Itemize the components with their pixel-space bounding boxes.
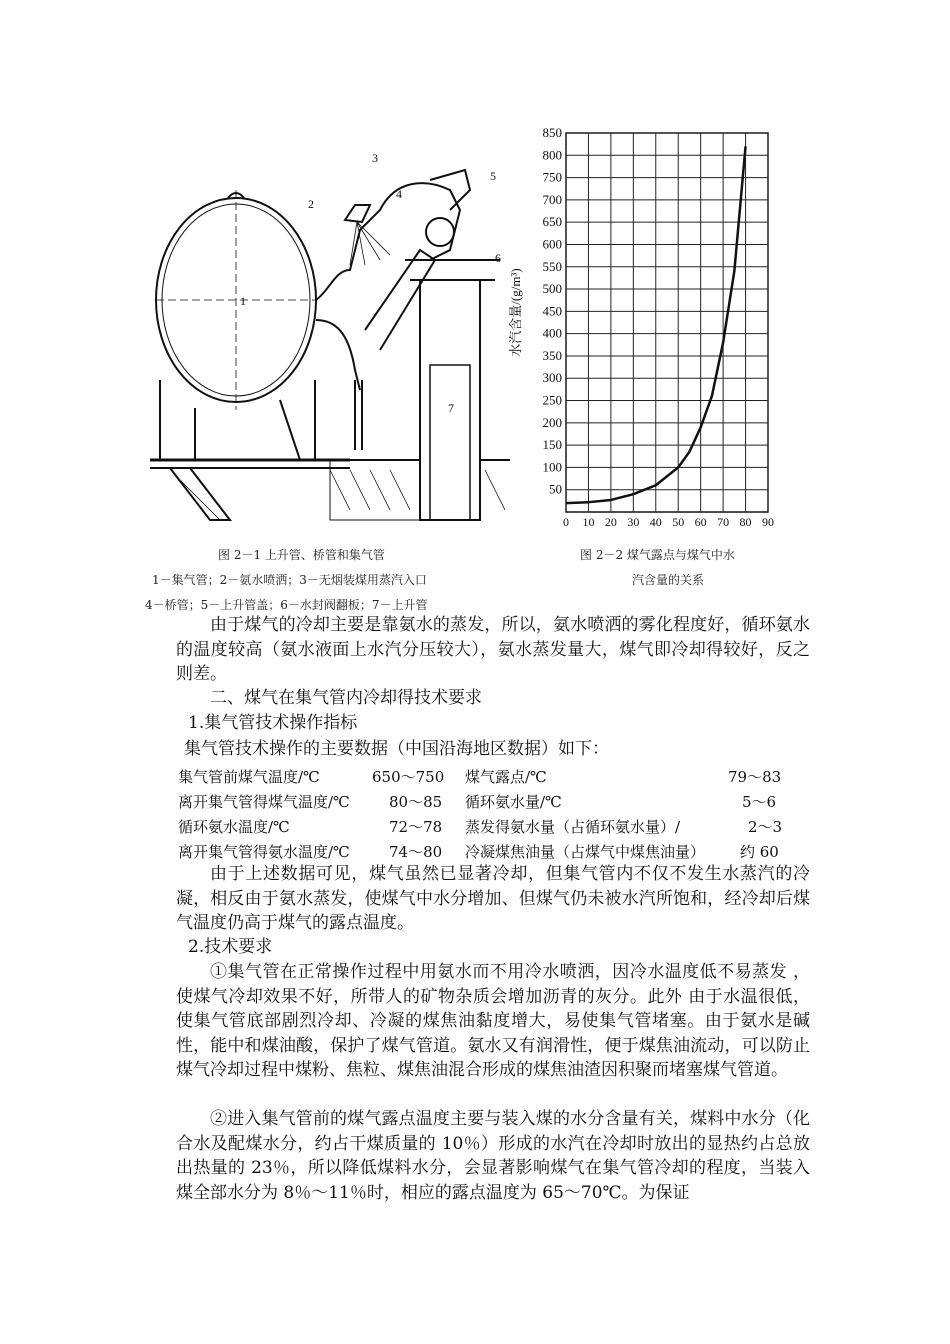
section-heading: 二、煤气在集气管内冷却得技术要求	[210, 688, 482, 708]
chart-y-tick-label: 250	[542, 392, 562, 408]
chart-y-tick-label: 300	[542, 370, 562, 386]
table-row-4-label: 离开集气管得氨水温度/℃	[178, 843, 350, 861]
table-row-2-right-value: 5～6	[742, 793, 777, 811]
figure1-label-5: 5	[490, 169, 496, 183]
data-intro: 集气管技术操作的主要数据（中国沿海地区数据）如下：	[184, 739, 609, 759]
table-row-1-label: 集气管前煤气温度/℃	[178, 768, 320, 786]
figure2-caption-line1: 图 2－2 煤气露点与煤气中水	[580, 548, 735, 562]
chart-y-tick-label: 450	[542, 303, 562, 319]
table-row-1-right-label: 煤气露点/℃	[465, 768, 547, 786]
table-row-4-right-value: 约 60	[740, 843, 779, 861]
chart-y-tick-label: 150	[542, 437, 562, 453]
chart-y-tick-label: 200	[542, 414, 562, 430]
table-row-2-right-label: 循环氨水量/℃	[465, 793, 562, 811]
chart-y-tick-label: 50	[549, 481, 562, 497]
chart-y-tick-label: 750	[542, 169, 562, 185]
chart-y-tick-label: 700	[542, 191, 562, 207]
table-row-2-label: 离开集气管得煤气温度/℃	[178, 793, 350, 811]
figure1-label-4: 4	[396, 187, 402, 201]
figure2-caption-line2: 汽含量的关系	[632, 573, 705, 587]
figure1-label-1: 1	[240, 294, 246, 308]
chart-x-tick-label: 20	[604, 515, 617, 529]
table-row-2-value: 80～85	[389, 793, 443, 811]
paragraph-cooling-by-evaporation: 由于煤气的冷却主要是靠氨水的蒸发，所以，氨水喷洒的雾化程度好，循环氨水的温度较高（氨水液面上水汽分压较大），氨水蒸发量大，煤气即冷却得较好，反之则差。	[176, 615, 810, 684]
chart-x-tick-label: 40	[649, 515, 662, 529]
chart-y-tick-label: 400	[542, 325, 562, 341]
subsection-heading-requirements: 2.技术要求	[188, 937, 273, 957]
chart-x-tick-label: 70	[717, 515, 730, 529]
table-row-3-value: 72～78	[389, 818, 443, 836]
chart-y-tick-label: 500	[542, 281, 562, 297]
chart-y-tick-label: 100	[542, 459, 562, 475]
chart-frame	[566, 133, 768, 512]
table-row-3-right-value: 2～3	[748, 818, 783, 836]
chart-x-tick-label: 10	[582, 515, 595, 529]
chart-y-tick-label: 600	[542, 236, 562, 252]
chart-x-tick-label: 50	[672, 515, 685, 529]
table-row-4-value: 74～80	[389, 843, 443, 861]
figure1-label-3: 3	[372, 151, 378, 165]
chart-y-tick-label: 350	[542, 347, 562, 363]
dewpoint-water-content-chart	[508, 125, 798, 535]
table-row-1-right-value: 79～83	[728, 768, 782, 786]
chart-x-tick-label: 60	[694, 515, 707, 529]
figure1-caption-line2: 4－桥管；5－上升管盖；6－水封阀翻板；7－上升管	[145, 598, 428, 612]
paragraph-data-explanation: 由于上述数据可见，煤气虽然已显著冷却，但集气管内不仅不发生水蒸汽的冷凝，相反由于氨水蒸发，使煤气中水分增加、但煤气仍未被水汽所饱和，经冷却后煤气温度仍高于煤气的露点温度。	[176, 864, 810, 933]
figure1-label-7: 7	[448, 401, 454, 415]
table-row-3-right-label: 蒸发得氨水量（占循环氨水量）/	[465, 818, 681, 836]
chart-x-tick-label: 80	[739, 515, 752, 529]
chart-y-tick-label: 850	[542, 125, 562, 140]
chart-x-tick-label: 90	[762, 515, 774, 529]
table-row-1-value: 650～750	[372, 768, 445, 786]
chart-y-axis-label: 水汽含量/(g/m³)	[508, 268, 523, 357]
table-row-4-right-label: 冷凝煤焦油量（占煤气中煤焦油量）	[465, 843, 706, 861]
chart-y-tick-label: 800	[542, 147, 562, 163]
paragraph-requirement-2: ②进入集气管前的煤气露点温度主要与装入煤的水分含量有关，煤料中水分（化合水及配煤水分，约占干煤质量的 10％）形成的水汽在冷却时放出的显热约占总放出热量的 23％，所以降低煤料水分，会显著影响煤气在集气管冷却的程度，当装入煤全部水分为 8％～11％时，相应的露点温度为 65～70℃。为保证	[176, 1109, 810, 1203]
figure1-caption-line1: 1－集气管；2－氨水喷洒；3－无烟装煤用蒸汽入口	[152, 573, 427, 587]
figure1-label-2: 2	[308, 197, 314, 211]
chart-x-tick-label: 0	[563, 515, 569, 529]
collector-main-drawing	[150, 150, 510, 530]
chart-y-tick-label: 550	[542, 258, 562, 274]
figure1-caption-title: 图 2－1 上升管、桥管和集气管	[218, 548, 385, 562]
subsection-heading-indicators: 1.集气管技术操作指标	[188, 713, 358, 733]
figure1-label-6: 6	[495, 251, 501, 265]
chart-x-tick-label: 30	[627, 515, 640, 529]
paragraph-requirement-1: ①集气管在正常操作过程中用氨水而不用冷水喷洒，因冷水温度低不易蒸发 ，使煤气冷却效果不好，所带人的矿物杂质会增加沥青的灰分。此外 由于水温很低，使集气管底部剧烈冷却、冷凝的煤焦油黏度增大，易使集气管堵塞。由于氨水是碱性，能中和煤油酸，保护了煤气管道。氨水又有润滑性，便于煤焦油流动，可以防止煤气冷却过程中煤粉、焦粒、煤焦油混合形成的煤焦油渣因积聚而堵塞煤气管道。	[176, 962, 810, 1080]
chart-y-tick-label: 650	[542, 214, 562, 230]
table-row-3-label: 循环氨水温度/℃	[178, 818, 290, 836]
